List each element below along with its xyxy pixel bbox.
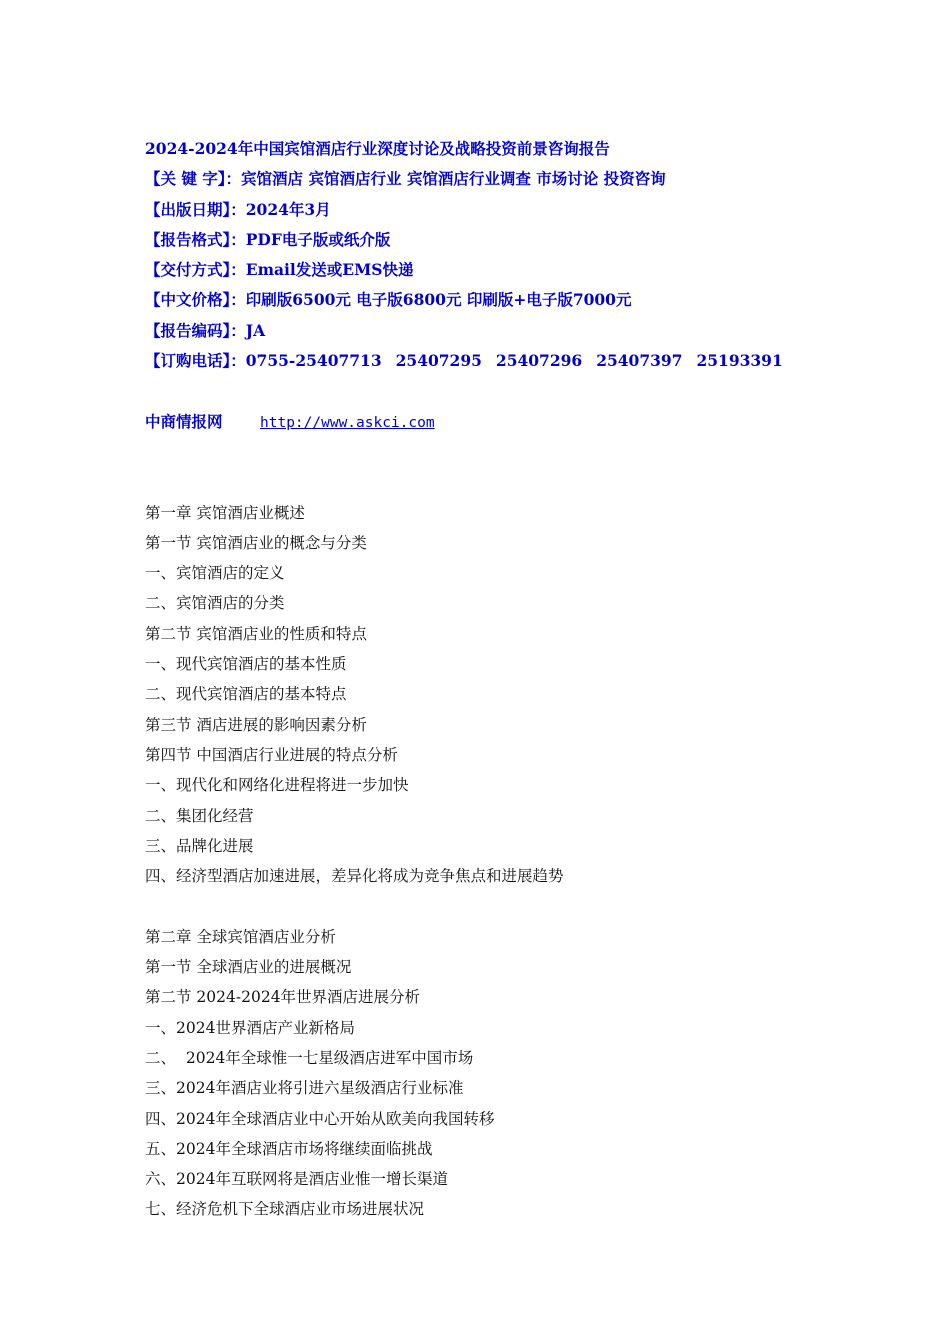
toc-entry: 第三节 酒店进展的影响因素分析 [145, 715, 367, 734]
toc-entry: 第一章 宾馆酒店业概述 [145, 503, 305, 522]
price-label: 【中文价格】： [145, 290, 246, 310]
toc-entry: 一、现代宾馆酒店的基本性质 [145, 655, 347, 674]
delivery-row [145, 255, 845, 285]
spacer [145, 437, 845, 467]
report-info [145, 134, 845, 437]
phone-row [145, 346, 845, 376]
date-row [145, 195, 845, 225]
code-value: JA [245, 320, 266, 340]
toc-entry: 六、2024年互联网将是酒店业惟一增长渠道 [145, 1170, 448, 1189]
keywords-value: 宾馆酒店 宾馆酒店行业 宾馆酒店行业调查 市场讨论 投资咨询 [241, 169, 666, 189]
delivery-label: 【交付方式】： [145, 260, 246, 280]
site-name: 中商情报网 [145, 411, 223, 431]
price-value: 印刷版6500元 电子版6800元 印刷版+电子版7000元 [245, 290, 632, 310]
site-row [145, 407, 845, 437]
spacer [145, 376, 845, 406]
toc-entry: 第二章 全球宾馆酒店业分析 [145, 927, 336, 946]
phone-number: 0755-25407713 [245, 351, 382, 371]
toc-entry: 一、2024世界酒店产业新格局 [145, 1018, 355, 1037]
toc-entry: 三、2024年酒店业将引进六星级酒店行业标准 [145, 1079, 464, 1098]
toc-entry: 第四节 中国酒店行业进展的特点分析 [145, 745, 398, 764]
toc-entry: 一、宾馆酒店的定义 [145, 564, 285, 583]
code-label: 【报告编码】： [145, 320, 246, 340]
delivery-value: Email发送或EMS快递 [245, 260, 414, 280]
site-link[interactable]: http://www.askci.com [260, 414, 435, 431]
price-row [145, 285, 845, 315]
toc-entry: 第二节 2024-2024年世界酒店进展分析 [145, 988, 421, 1007]
spacer [145, 891, 845, 921]
table-of-contents [145, 498, 845, 1225]
report-title: 2024-2024年中国宾馆酒店行业深度讨论及战略投资前景咨询报告 [145, 139, 610, 158]
format-value: PDF电子版或纸介版 [245, 229, 391, 249]
phone-number: 25407397 [596, 351, 683, 371]
phone-number: 25193391 [696, 351, 783, 371]
date-value: 2024年3月 [245, 199, 331, 219]
toc-entry: 二、集团化经营 [145, 806, 254, 825]
format-row [145, 225, 845, 255]
document-page [145, 134, 845, 1225]
date-label: 【出版日期】： [145, 199, 246, 219]
toc-entry: 五、2024年全球酒店市场将继续面临挑战 [145, 1139, 433, 1158]
toc-entry: 七、经济危机下全球酒店业市场进展状况 [145, 1200, 425, 1219]
toc-entry: 第二节 宾馆酒店业的性质和特点 [145, 624, 367, 643]
spacer [145, 467, 845, 497]
toc-entry: 四、2024年全球酒店业中心开始从欧美向我国转移 [145, 1109, 495, 1128]
keywords-row [145, 164, 845, 194]
keywords-label: 【关 键 字】： [145, 169, 242, 189]
toc-entry: 第一节 全球酒店业的进展概况 [145, 958, 352, 977]
toc-entry: 一、现代化和网络化进程将进一步加快 [145, 776, 409, 795]
toc-entry: 三、品牌化进展 [145, 836, 254, 855]
toc-entry: 二、宾馆酒店的分类 [145, 594, 285, 613]
toc-entry: 二、 2024年全球惟一七星级酒店进军中国市场 [145, 1048, 474, 1067]
toc-entry: 二、现代宾馆酒店的基本特点 [145, 685, 347, 704]
toc-entry: 四、经济型酒店加速进展，差异化将成为竞争焦点和进展趋势 [145, 867, 564, 886]
format-label: 【报告格式】： [145, 229, 246, 249]
toc-entry: 第一节 宾馆酒店业的概念与分类 [145, 533, 367, 552]
phone-number: 25407295 [395, 351, 482, 371]
phone-label: 【订购电话】： [145, 351, 246, 371]
phone-number: 25407296 [495, 351, 583, 371]
code-row [145, 316, 845, 346]
